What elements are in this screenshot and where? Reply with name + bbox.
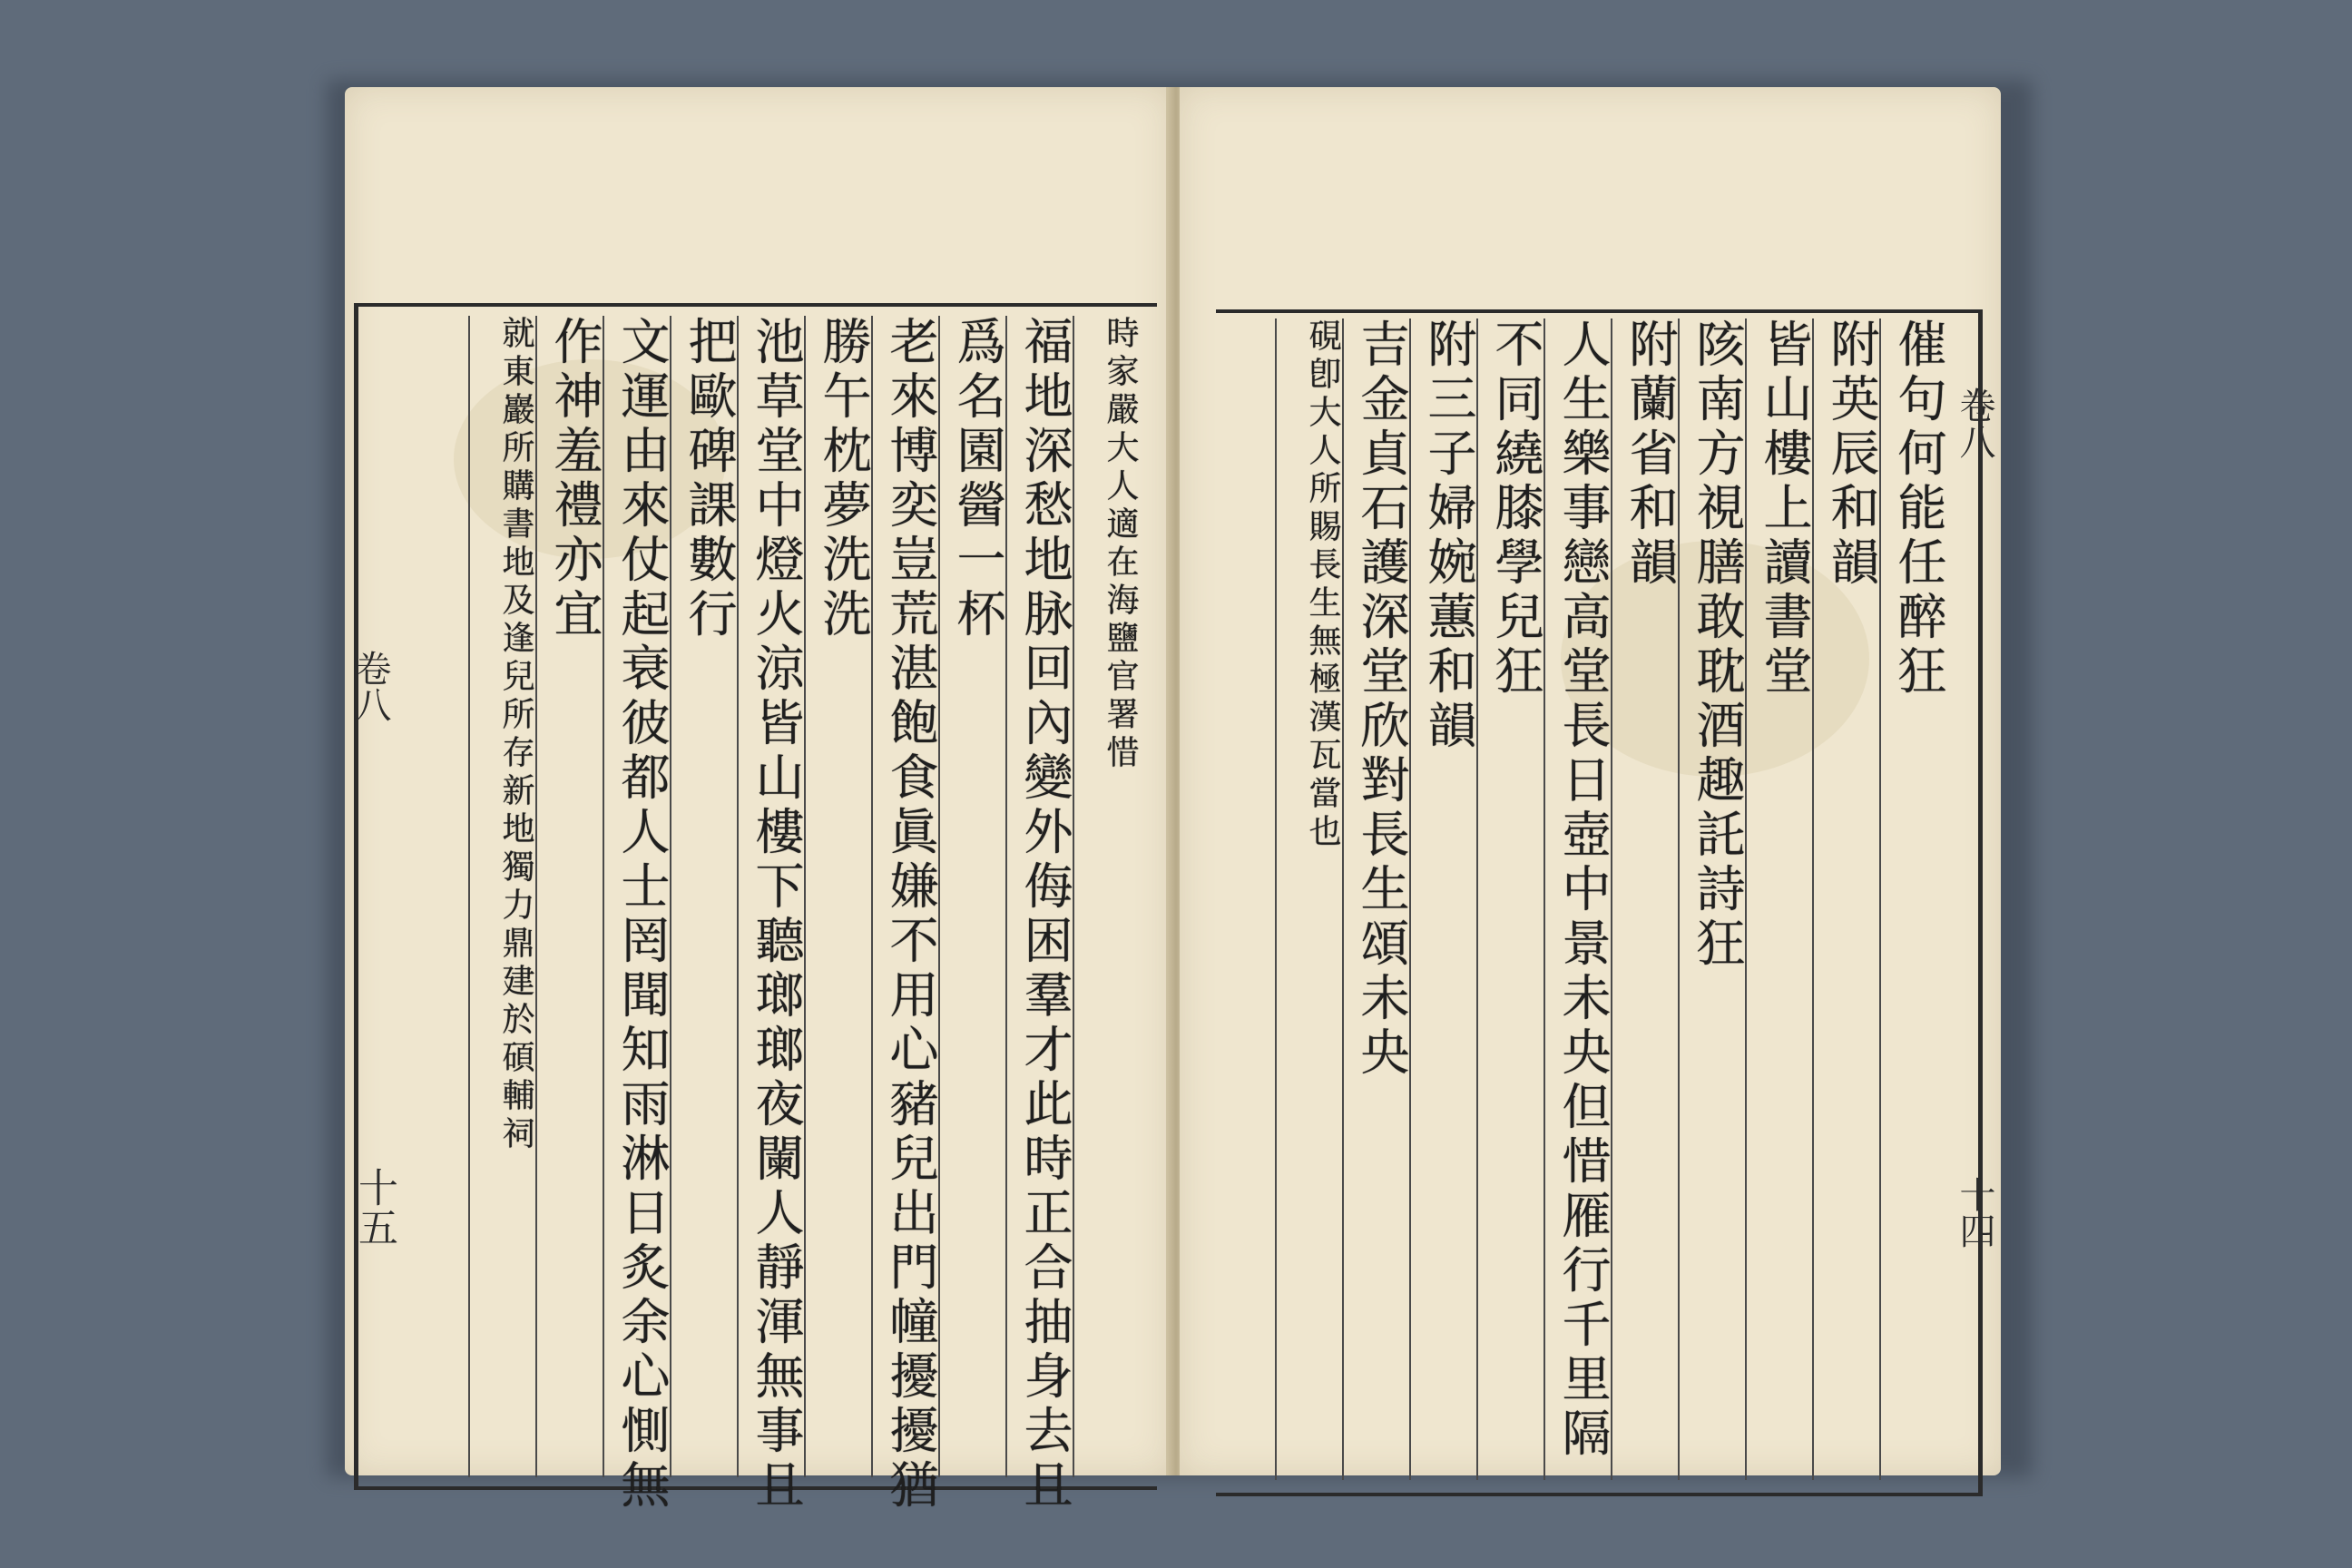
text-column: 就東巖所購書地及逢兒所存新地獨力鼎建於碩輔祠 [468, 316, 535, 1477]
text-column: 爲名園醟一杯 [938, 316, 1005, 1477]
text-column: 人生樂事戀高堂長日壺中景未央但惜雁行千里隔 [1544, 318, 1611, 1480]
left-page [345, 87, 1171, 1514]
text-column: 硯卽大人所賜長生無極漢瓦當也 [1275, 318, 1342, 1480]
text-column: 催句何能任醉狂 [1879, 318, 1946, 1480]
text-column: 池草堂中燈火涼皆山樓下聽瑯瑯夜闌人靜渾無事且 [737, 316, 804, 1477]
text-column: 時家嚴大人適在海鹽官署惜 [1073, 316, 1140, 1477]
right-page [1180, 87, 2001, 1475]
left-page-columns [468, 316, 1140, 1514]
margin-label: 卷八 [349, 650, 391, 722]
page-number: 十五 [351, 1167, 397, 1247]
text-column: 附英辰和韻 [1812, 318, 1879, 1480]
text-column: 作神羞禮亦宜 [535, 316, 603, 1477]
page-number: 十四 [1954, 1176, 1995, 1249]
text-column: 附蘭省和韻 [1611, 318, 1678, 1480]
margin-label: 卷八 [1954, 387, 1995, 459]
text-column: 福地深愁地脉回內變外侮困羣才此時正合抽身去且 [1005, 316, 1073, 1477]
right-page-columns [1275, 318, 1946, 1480]
text-column: 陔南方視膳敢耽酒趣託詩狂 [1678, 318, 1745, 1480]
text-column: 皆山樓上讀書堂 [1745, 318, 1812, 1480]
text-column: 勝午枕夢洗洗 [804, 316, 871, 1477]
text-column: 吉金貞石護深堂欣對長生頌未央 [1342, 318, 1409, 1480]
text-column: 文運由來仗起衰彼都人士罔聞知雨淋日炙余心惻無 [603, 316, 670, 1477]
text-column: 不同繞膝學兒狂 [1476, 318, 1544, 1480]
text-column: 附三子婦婉蕙和韻 [1409, 318, 1476, 1480]
text-column: 老來博奕豈荒湛飽食眞嫌不用心豬兒出門幢擾擾猶 [871, 316, 938, 1477]
text-column: 把歐碑課數行 [670, 316, 737, 1477]
